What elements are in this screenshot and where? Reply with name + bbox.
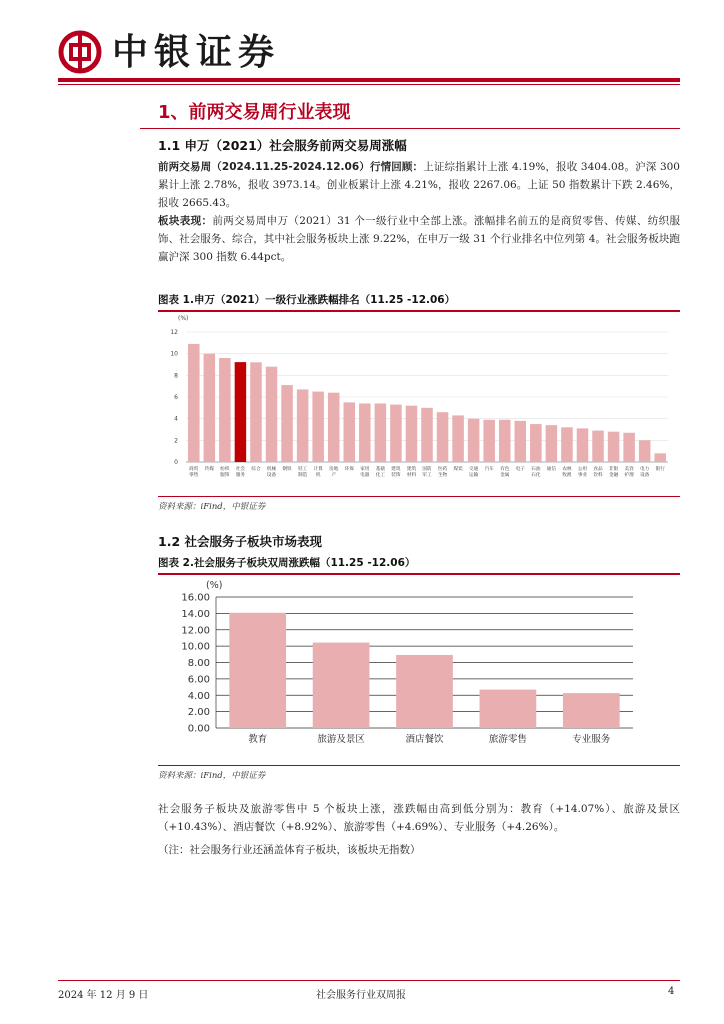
x-tick-label-line: 钢铁 — [282, 467, 292, 472]
x-tick-label-line: 机 — [315, 473, 321, 478]
header-rule-thin — [58, 84, 680, 85]
bar — [297, 389, 309, 462]
bar — [654, 453, 666, 462]
x-tick-label: 旅游零售 — [488, 734, 527, 745]
y-axis-unit: (%) — [206, 580, 223, 591]
y-tick-label: 12.00 — [181, 625, 210, 637]
x-tick-label-line: 设备 — [640, 473, 650, 478]
x-tick-label-line: 电子 — [515, 467, 525, 472]
bar — [250, 362, 262, 462]
bar — [561, 427, 573, 462]
bar — [266, 367, 278, 462]
y-tick-label: 14.00 — [181, 608, 210, 620]
x-tick-label-line: 建筑 — [391, 467, 401, 472]
x-tick-label-line: 国防 — [422, 467, 432, 472]
figure-1-chart — [158, 312, 680, 494]
figure-2-chart — [158, 575, 680, 763]
bar — [396, 655, 453, 728]
section-title: 1、前两交易周行业表现 — [158, 102, 351, 123]
bar — [390, 405, 402, 462]
bar — [421, 408, 433, 462]
bar — [515, 421, 527, 462]
x-tick-label-line: 饮料 — [593, 473, 603, 478]
header-rule — [58, 78, 680, 82]
figure-1-source: 资料来源：iFind，中银证券 — [158, 502, 266, 512]
x-tick-label — [360, 465, 370, 478]
paragraph-sector-performance — [158, 212, 680, 266]
bar — [188, 344, 200, 462]
x-tick-label — [562, 465, 572, 478]
x-tick-label-line: 生物 — [437, 473, 448, 478]
x-tick-label-line: 非银 — [608, 467, 619, 472]
x-tick-label-line: 石化 — [531, 473, 541, 478]
x-tick-label-line: 事业 — [577, 473, 588, 478]
x-tick-label — [640, 465, 650, 478]
x-tick-label — [453, 465, 463, 472]
x-tick-label — [189, 465, 199, 478]
bar — [530, 424, 542, 462]
x-tick-label-line: 军工 — [422, 473, 432, 478]
y-axis-unit: (%) — [178, 315, 189, 322]
x-tick-label — [236, 465, 246, 478]
x-tick-label-line: 综合 — [251, 467, 261, 472]
bar — [204, 354, 216, 462]
x-tick-label-line: 汽车 — [484, 467, 494, 472]
x-tick-label — [267, 465, 277, 478]
x-tick-label-line: 设备 — [266, 473, 277, 478]
x-tick-label — [547, 465, 557, 472]
x-tick-label-line: 家用 — [360, 467, 370, 472]
x-tick-label-line: 金属 — [500, 473, 510, 478]
x-tick-label — [625, 465, 635, 478]
y-tick-label: 8 — [174, 372, 178, 380]
x-tick-label — [220, 465, 230, 478]
x-tick-label — [282, 465, 292, 472]
x-tick-label-line: 运输 — [469, 473, 479, 478]
section-title-rule — [140, 128, 680, 129]
x-tick-label — [251, 465, 261, 472]
x-tick-label — [205, 465, 215, 472]
bar — [229, 613, 286, 728]
bank-of-china-logo-icon — [58, 30, 102, 74]
bar — [359, 404, 371, 463]
x-tick-label — [593, 465, 603, 478]
bar — [235, 362, 247, 462]
bar — [406, 406, 418, 462]
x-tick-label-line: 社会 — [235, 467, 246, 472]
x-tick-label-line: 金融 — [608, 473, 619, 478]
x-tick-label-line: 电器 — [360, 473, 370, 478]
x-tick-label-line: 食品 — [593, 467, 603, 472]
page-header — [0, 0, 724, 84]
x-tick-label — [376, 465, 386, 478]
x-tick-label-line: 美容 — [624, 467, 634, 472]
y-tick-label: 6.00 — [187, 674, 210, 686]
x-tick-label — [329, 465, 339, 478]
x-tick-label — [345, 465, 355, 472]
x-tick-label: 酒店餐饮 — [405, 734, 444, 745]
x-tick-label-line: 材料 — [406, 473, 417, 478]
bar — [563, 693, 620, 728]
y-tick-label: 2.00 — [187, 707, 210, 719]
x-tick-label-line: 通信 — [546, 467, 556, 472]
x-tick-label-line: 基础 — [375, 467, 385, 472]
x-tick-label — [298, 465, 308, 478]
x-tick-label-line: 医药 — [437, 467, 448, 472]
bar — [328, 393, 340, 462]
x-tick-label-line: 纺织 — [220, 467, 230, 472]
subsection-title-2: 1.2 社会服务子板块市场表现 — [158, 534, 322, 549]
x-tick-label — [531, 465, 541, 478]
bar — [623, 433, 635, 462]
footer-page-number: 4 — [668, 986, 675, 997]
y-tick-label: 16.00 — [181, 592, 210, 604]
x-tick-label-line: 建筑 — [406, 467, 417, 472]
x-tick-label-line: 服饰 — [220, 473, 230, 478]
x-tick-label-line: 产 — [331, 473, 337, 478]
x-tick-label-line: 有色 — [500, 467, 510, 472]
y-tick-label: 6 — [174, 394, 178, 401]
x-tick-label-line: 机械 — [266, 467, 277, 472]
x-tick-label-line: 装饰 — [391, 473, 401, 478]
y-tick-label: 4 — [174, 415, 178, 423]
x-tick-label — [469, 465, 479, 478]
bar — [375, 404, 387, 463]
footer-report-name: 社会服务行业双周报 — [316, 990, 406, 1001]
paragraph-lead: 前两交易周（2024.11.25-2024.12.06）行情回顾： — [158, 161, 424, 173]
y-tick-label: 10.00 — [181, 641, 210, 653]
x-tick-label-line: 牧渔 — [562, 473, 572, 478]
subsection-title-1: 1.1 申万（2021）社会服务前两交易周涨幅 — [158, 138, 407, 153]
x-tick-label — [314, 465, 324, 478]
paragraph-lead: 板块表现： — [158, 215, 213, 227]
bar — [344, 402, 356, 462]
x-tick-label — [609, 465, 619, 478]
bar — [281, 385, 293, 462]
x-tick-label — [500, 465, 510, 478]
footer-date: 2024 年 12 月 9 日 — [58, 990, 149, 1001]
x-tick-label — [391, 465, 401, 478]
x-tick-label-line: 零售 — [189, 473, 199, 478]
bar — [577, 428, 589, 462]
bar — [639, 440, 651, 462]
x-tick-label: 专业服务 — [572, 734, 611, 745]
x-tick-label-line: 银行 — [655, 467, 665, 472]
bar — [546, 425, 558, 462]
x-tick-label-line: 计算 — [313, 467, 323, 472]
x-tick-label-line: 商贸 — [189, 467, 199, 472]
x-tick-label-line: 房地 — [329, 467, 339, 472]
x-tick-label-line: 环保 — [344, 467, 354, 472]
paragraph-subsector-summary: 社会服务子板块及旅游零售中 5 个板块上涨，涨跌幅由高到低分别为：教育（+14.07%）、旅游及景区（+10.43%）、酒店餐饮（+8.92%）、旅游零售（+4.69%）、专业服务（+4.26%）。 — [158, 803, 680, 833]
x-tick-label-line: 石油 — [531, 467, 541, 472]
paragraph-body: 上证综指累计上涨 4.19%，报收 3404.08。沪深 300 累计上涨 2.78%，报收 3973.14。创业板累计上涨 4.21%，报收 2267.06。上证 50 指数累计下跌 2.46%，报收 2665.43。 — [158, 161, 680, 209]
x-tick-label — [656, 465, 666, 472]
bar — [313, 643, 370, 728]
bar — [468, 419, 480, 462]
bar — [592, 431, 604, 462]
x-tick-label-line: 轻工 — [298, 467, 308, 472]
x-tick-label — [516, 465, 526, 472]
x-tick-label-line: 制造 — [298, 473, 308, 478]
bar — [219, 358, 231, 462]
bar — [499, 420, 511, 462]
brand-name: 中银证券 — [112, 31, 281, 73]
x-tick-label — [422, 465, 432, 478]
figure-1-rule-bottom — [158, 496, 680, 497]
figure-1-title: 图表 1.申万（2021）一级行业涨跌幅排名（11.25 -12.06） — [158, 294, 456, 306]
bar — [480, 690, 537, 728]
bar — [437, 412, 449, 462]
bar — [608, 432, 620, 462]
y-tick-label: 2 — [174, 437, 178, 445]
y-tick-label: 8.00 — [187, 658, 210, 669]
y-tick-label: 10 — [170, 350, 178, 358]
x-tick-label — [407, 465, 417, 478]
x-tick-label-line: 化工 — [375, 473, 385, 478]
paragraph-body: 前两交易周申万（2021）31 个一级行业中全部上涨。涨幅排名前五的是商贸零售、传媒、纺织服饰、社会服务、综合，其中社会服务板块上涨 9.22%，在申万一级 31 个行业排名中位列第 4。社会服务板块跑赢沪深 300 指数 6.44pct。 — [158, 215, 680, 263]
x-tick-label — [485, 465, 495, 472]
x-tick-label: 旅游及景区 — [317, 734, 365, 745]
footer-rule — [58, 980, 680, 981]
y-tick-label: 4.00 — [187, 690, 210, 702]
x-tick-label-line: 电力 — [640, 467, 650, 472]
x-tick-label-line: 公用 — [577, 467, 588, 472]
paragraph-market-review — [158, 158, 680, 212]
y-tick-label: 0.00 — [187, 723, 210, 735]
y-tick-label: 0 — [174, 459, 178, 466]
x-tick-label — [578, 465, 588, 478]
x-tick-label-line: 农林 — [562, 467, 572, 472]
x-tick-label-line: 服务 — [235, 473, 246, 478]
figure-2-title: 图表 2.社会服务子板块双周涨跌幅（11.25 -12.06） — [158, 557, 416, 569]
x-tick-label-line: 护理 — [624, 473, 634, 478]
bar — [483, 420, 495, 462]
x-tick-label-line: 传媒 — [204, 467, 214, 472]
x-tick-label — [438, 465, 448, 478]
bar — [452, 415, 464, 462]
figure-2-rule-bottom — [158, 765, 680, 766]
figure-2-source: 资料来源：iFind，中银证券 — [158, 771, 266, 781]
x-tick-label: 教育 — [248, 734, 268, 745]
paragraph-note: （注：社会服务行业还涵盖体育子板块，该板块无指数） — [158, 844, 421, 856]
bar — [312, 392, 324, 462]
x-tick-label-line: 交通 — [469, 467, 479, 472]
y-tick-label: 12 — [170, 329, 178, 336]
x-tick-label-line: 煤炭 — [453, 467, 463, 472]
